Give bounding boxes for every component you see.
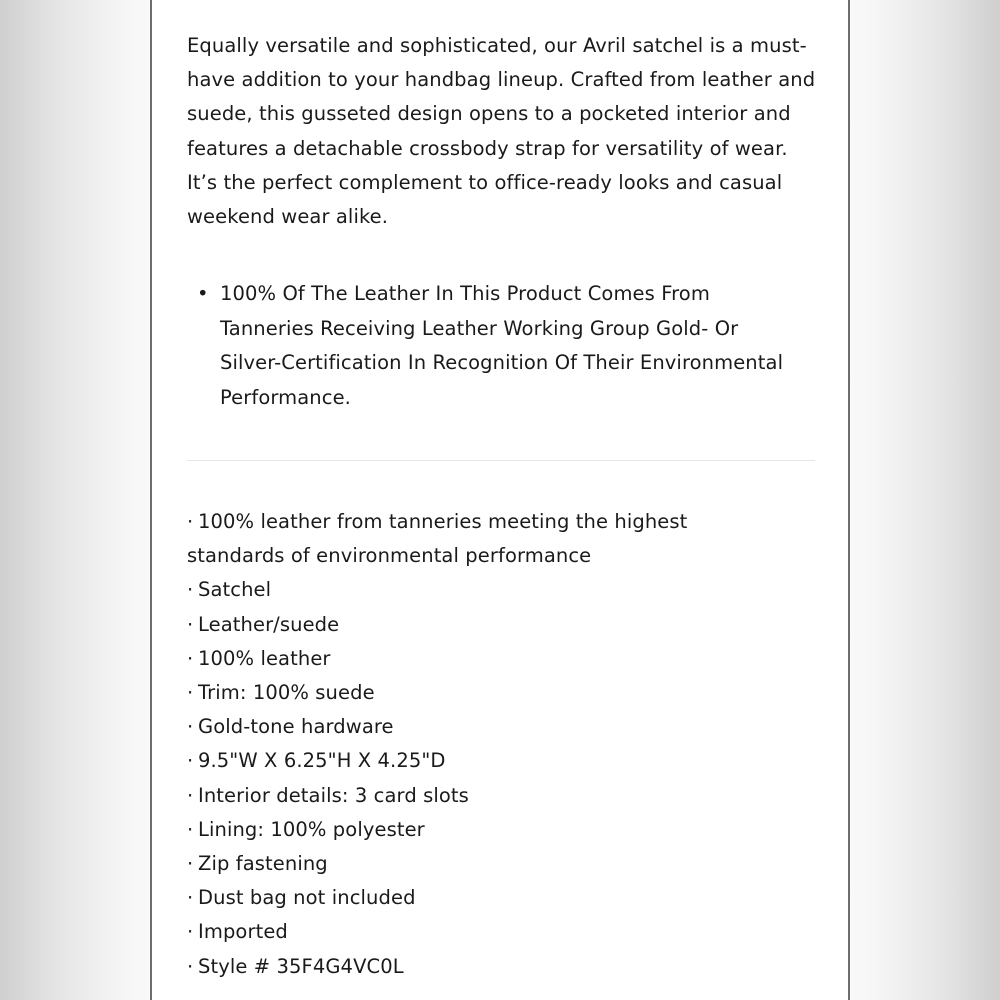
product-details-list: [187, 505, 747, 984]
detail-item: [187, 881, 747, 915]
detail-text: Style # 35F4G4VC0L: [198, 954, 404, 978]
dot-icon: ·: [187, 920, 194, 944]
detail-item: [187, 915, 747, 949]
detail-item: [187, 779, 747, 813]
dot-icon: ·: [187, 817, 194, 841]
detail-text: Imported: [198, 920, 288, 944]
detail-item: [187, 847, 747, 881]
feature-list: [187, 277, 787, 415]
detail-text: Interior details: 3 card slots: [198, 783, 469, 807]
detail-text: Zip fastening: [198, 852, 328, 876]
dot-icon: ·: [187, 715, 194, 739]
detail-text: Leather/suede: [198, 612, 340, 636]
detail-text: Trim: 100% suede: [198, 681, 375, 705]
dot-icon: ·: [187, 852, 194, 876]
product-description: Equally versatile and sophisticated, our Avril satchel is a must-have addition to your handbag lineup. Crafted from leather and suede, this gusseted design opens to a pocketed interior and features a detachable crossbody strap for versatility of wear. It’s the perfect complement to office-ready looks and casual weekend wear alike.: [187, 34, 816, 229]
detail-item: [187, 608, 747, 642]
detail-text: Dust bag not included: [198, 886, 416, 910]
bullet-icon: •: [197, 282, 209, 305]
product-description-panel: [150, 0, 850, 1000]
detail-item: [187, 950, 747, 984]
dot-icon: ·: [187, 783, 194, 807]
dot-icon: ·: [187, 886, 194, 910]
detail-text: 9.5"W X 6.25"H X 4.25"D: [198, 749, 446, 773]
section-divider: [187, 460, 815, 461]
detail-item: [187, 676, 747, 710]
feature-text: 100% Of The Leather In This Product Comes From Tanneries Receiving Leather Working Group Gold- Or Silver-Certification In Recognition Of Their Environmental Performance.: [220, 282, 784, 409]
detail-item: [187, 573, 747, 607]
dot-icon: ·: [187, 578, 194, 602]
detail-item: [187, 710, 747, 744]
detail-item: [187, 642, 747, 676]
detail-item: [187, 813, 747, 847]
detail-item: [187, 744, 747, 778]
dot-icon: ·: [187, 646, 194, 670]
dot-icon: ·: [187, 681, 194, 705]
dot-icon: ·: [187, 954, 194, 978]
feature-item: [187, 277, 787, 415]
detail-text: 100% leather: [198, 646, 331, 670]
detail-text: 100% leather from tanneries meeting the highest standards of environmental performance: [187, 510, 688, 568]
dot-icon: ·: [187, 612, 194, 636]
dot-icon: ·: [187, 749, 194, 773]
detail-text: Satchel: [198, 578, 272, 602]
detail-text: Gold-tone hardware: [198, 715, 394, 739]
detail-item: [187, 505, 747, 573]
dot-icon: ·: [187, 510, 194, 533]
detail-text: Lining: 100% polyester: [198, 817, 425, 841]
